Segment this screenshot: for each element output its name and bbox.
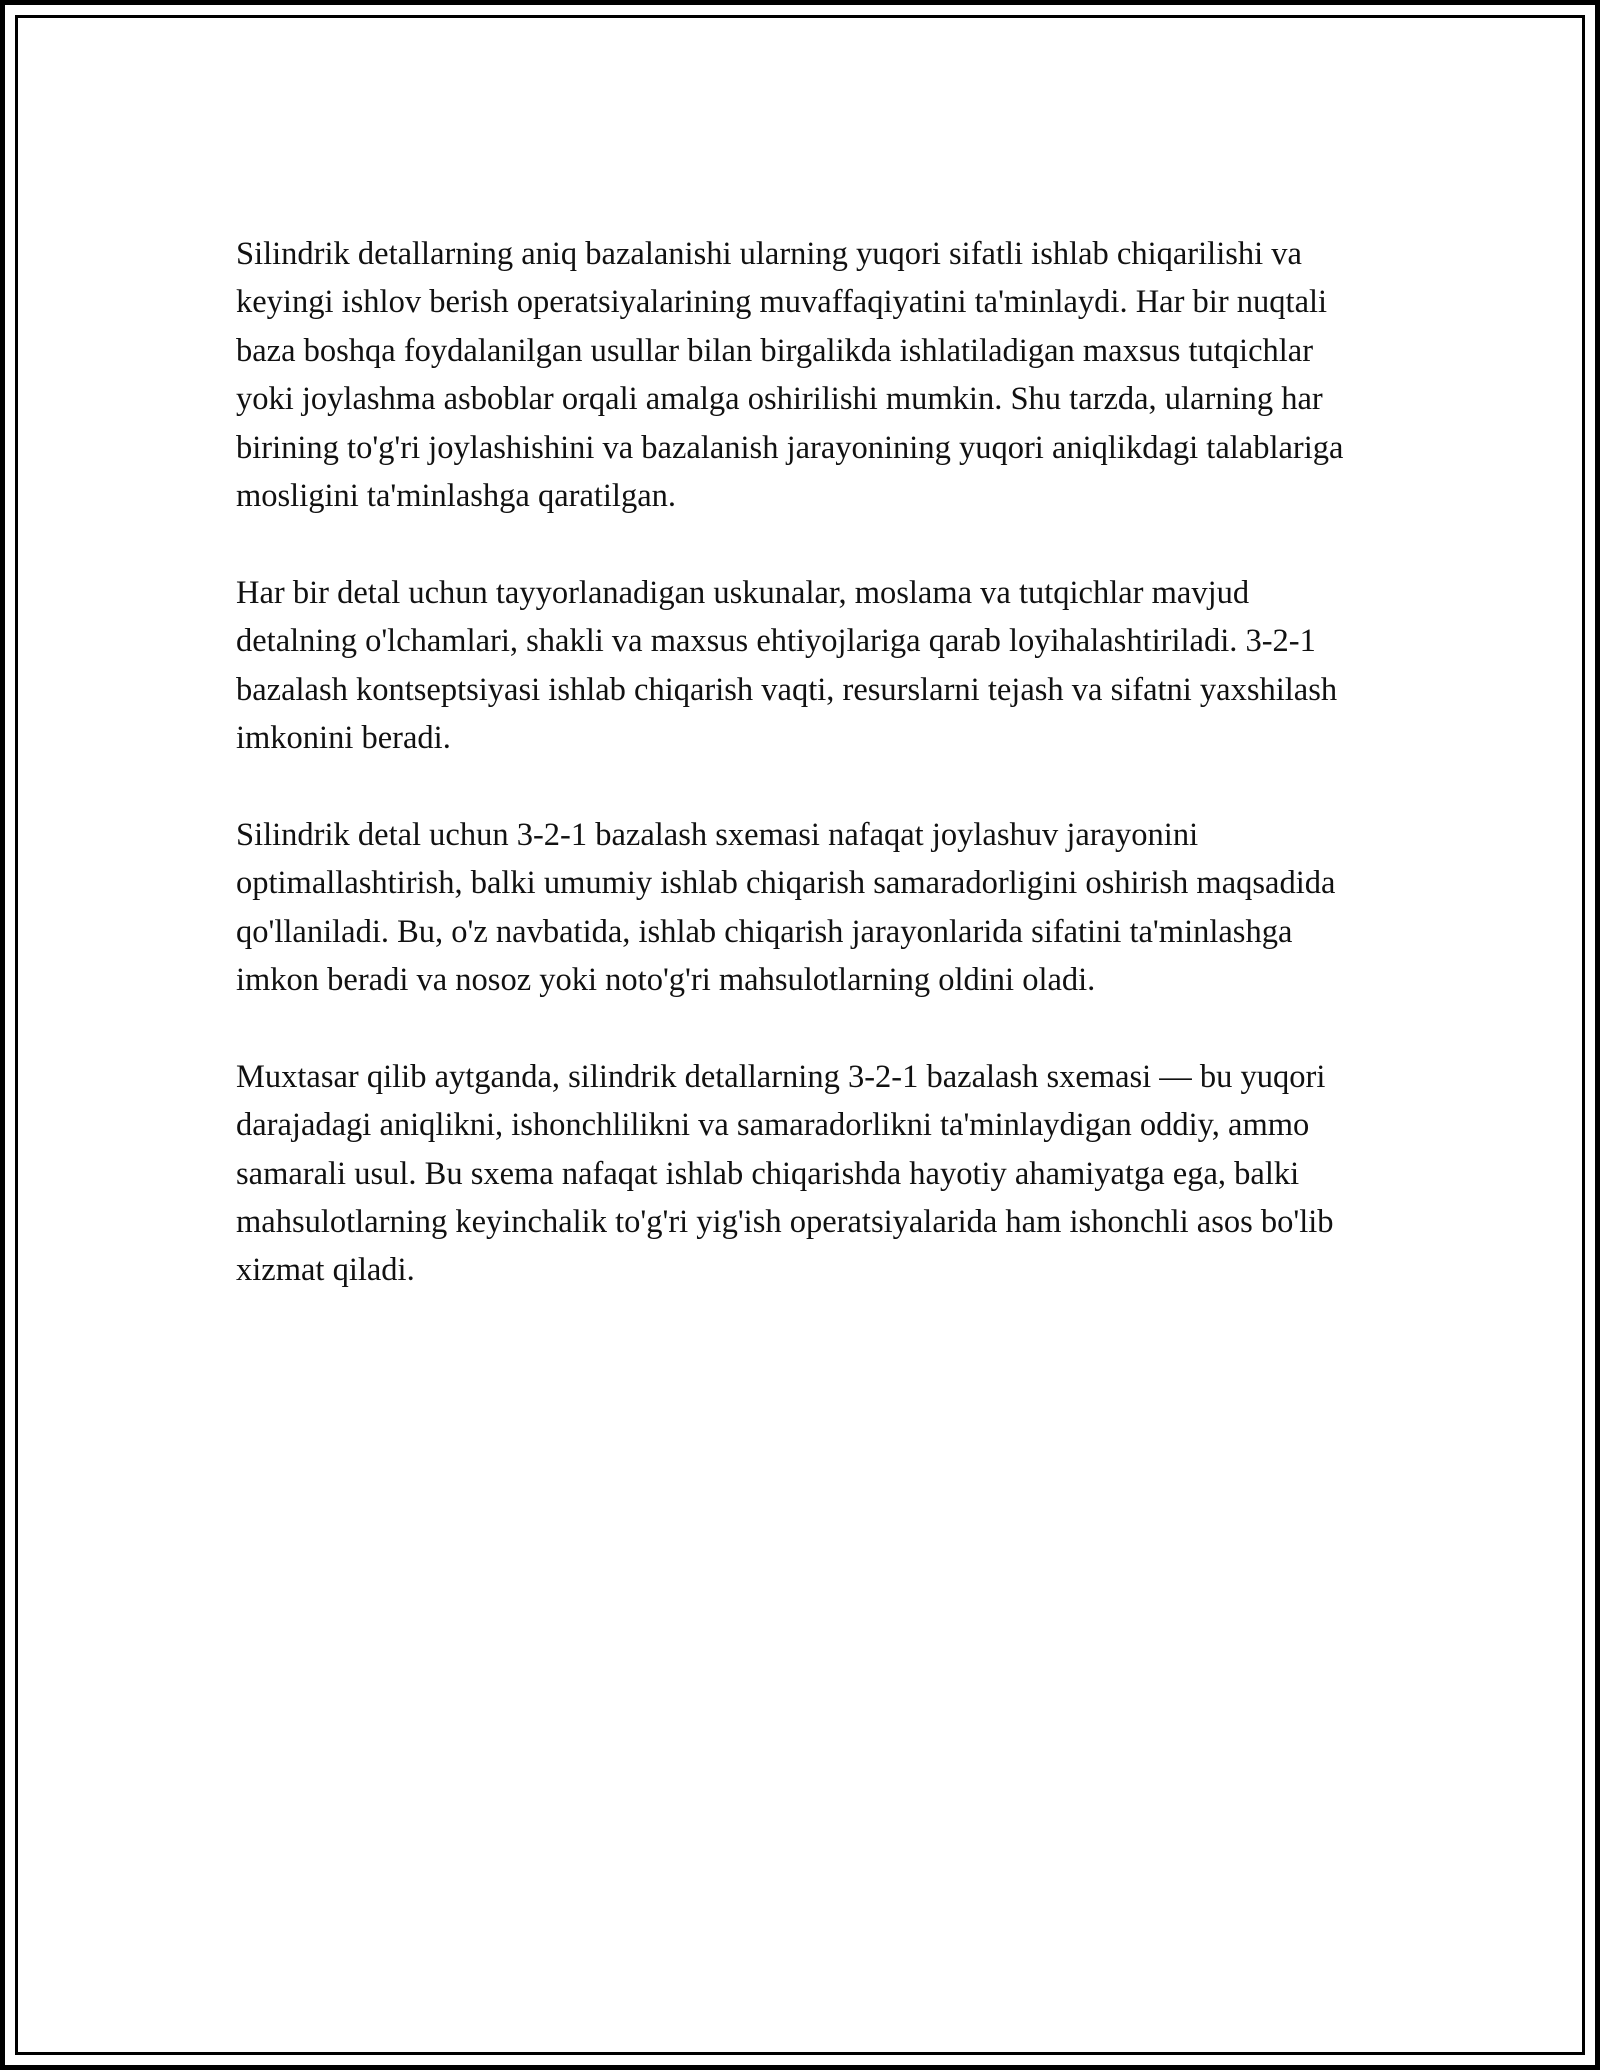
document-body <box>236 230 1376 1295</box>
paragraph-1: Silindrik detallarning aniq bazalanishi ularning yuqori sifatli ishlab chiqarilishi va keyingi ishlov berish operatsiyalarining muvaffaqiyatini ta'minlaydi. Har bir nuqtali baza boshqa foydalanilgan usullar bilan birgalikda ishlatiladigan maxsus tutqichlar yoki joylashma asboblar orqali amalga oshirilishi mumkin. Shu tarzda, ularning har birining to'g'ri joylashishini va bazalanish jarayonining yuqori aniqlikdagi talablariga mosligini ta'minlashga qaratilgan. <box>236 236 1344 515</box>
paragraph-3: Silindrik detal uchun 3-2-1 bazalash sxemasi nafaqat joylashuv jarayonini optimallashtirish, balki umumiy ishlab chiqarish samaradorligini oshirish maqsadida qo'llaniladi. Bu, o'z navbatida, ishlab chiqarish jarayonlarida sifatini ta'minlashga imkon beradi va nosoz yoki noto'g'ri mahsulotlarning oldini oladi. <box>236 816 1336 999</box>
paragraph-2: Har bir detal uchun tayyorlanadigan uskunalar, moslama va tutqichlar mavjud detalning o'lchamlari, shakli va maxsus ehtiyojlariga qarab loyihalashtiriladi. 3-2-1 bazalash kontseptsiyasi ishlab chiqarish vaqti, resurslarni tejash va sifatni yaxshilash imkonini beradi. <box>236 574 1338 757</box>
paragraph-4: Muxtasar qilib aytganda, silindrik detallarning 3-2-1 bazalash sxemasi — bu yuqori darajadagi aniqlikni, ishonchlilikni va samaradorlikni ta'minlaydigan oddiy, ammo samarali usul. Bu sxema nafaqat ishlab chiqarishda hayotiy ahamiyatga ega, balki mahsulotlarning keyinchalik to'g'ri yig'ish operatsiyalarida ham ishonchli asos bo'lib xizmat qiladi. <box>236 1058 1334 1289</box>
